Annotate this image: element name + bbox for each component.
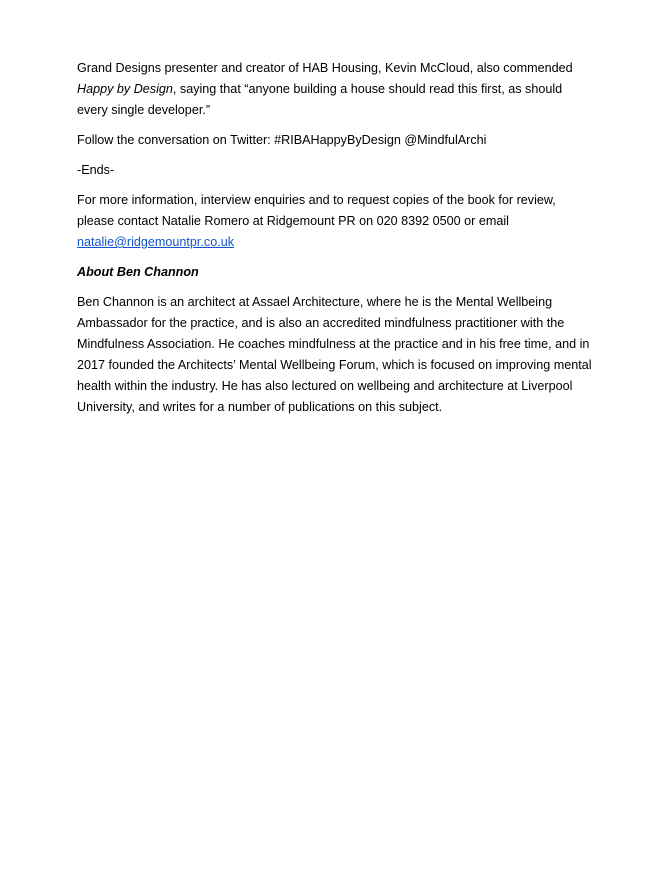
quote-line-1: Grand Designs presenter and creator of HAB Housing, Kevin McCloud, also commended [77,61,573,75]
about-line: Ben Channon is an architect at Assael Architecture, where he is the Mental Wellbeing [77,295,553,309]
about-paragraph [77,292,592,418]
quote-line-2 [77,79,587,100]
contact-email-line [77,232,587,253]
about-heading-text: About Ben Channon [77,265,199,279]
about-line: University, and writes for a number of publications on this subject. [77,400,443,414]
contact-line-2: please contact Natalie Romero at Ridgemount PR on 020 8392 0500 or email [77,214,509,228]
contact-email-link[interactable]: natalie@ridgemountpr.co.uk [77,235,235,249]
about-heading [77,262,587,283]
about-line: 2017 founded the Architects’ Mental Wellbeing Forum, which is focused on improving mental [77,358,592,372]
twitter-paragraph [77,130,587,151]
quote-line-3: every single developer.” [77,103,211,117]
quote-line-2-text: , saying that “anyone building a house should read this first, as should [172,82,563,96]
document-page [77,58,592,427]
about-line: health within the industry. He has also lectured on wellbeing and architecture at Liverpool [77,379,573,393]
ends-marker: -Ends- [77,163,115,177]
about-line: Mindfulness Association. He coaches mindfulness at the practice and in his free time, and in [77,337,590,351]
contact-line-1: For more information, interview enquiries and to request copies of the book for review, [77,193,556,207]
quote-paragraph [77,58,587,121]
book-title: Happy by Design [77,82,173,96]
ends-marker-paragraph [77,160,587,181]
contact-paragraph [77,190,587,253]
twitter-line: Follow the conversation on Twitter: #RIBAHappyByDesign @MindfulArchi [77,133,487,147]
about-line: Ambassador for the practice, and is also an accredited mindfulness practitioner with the [77,316,565,330]
